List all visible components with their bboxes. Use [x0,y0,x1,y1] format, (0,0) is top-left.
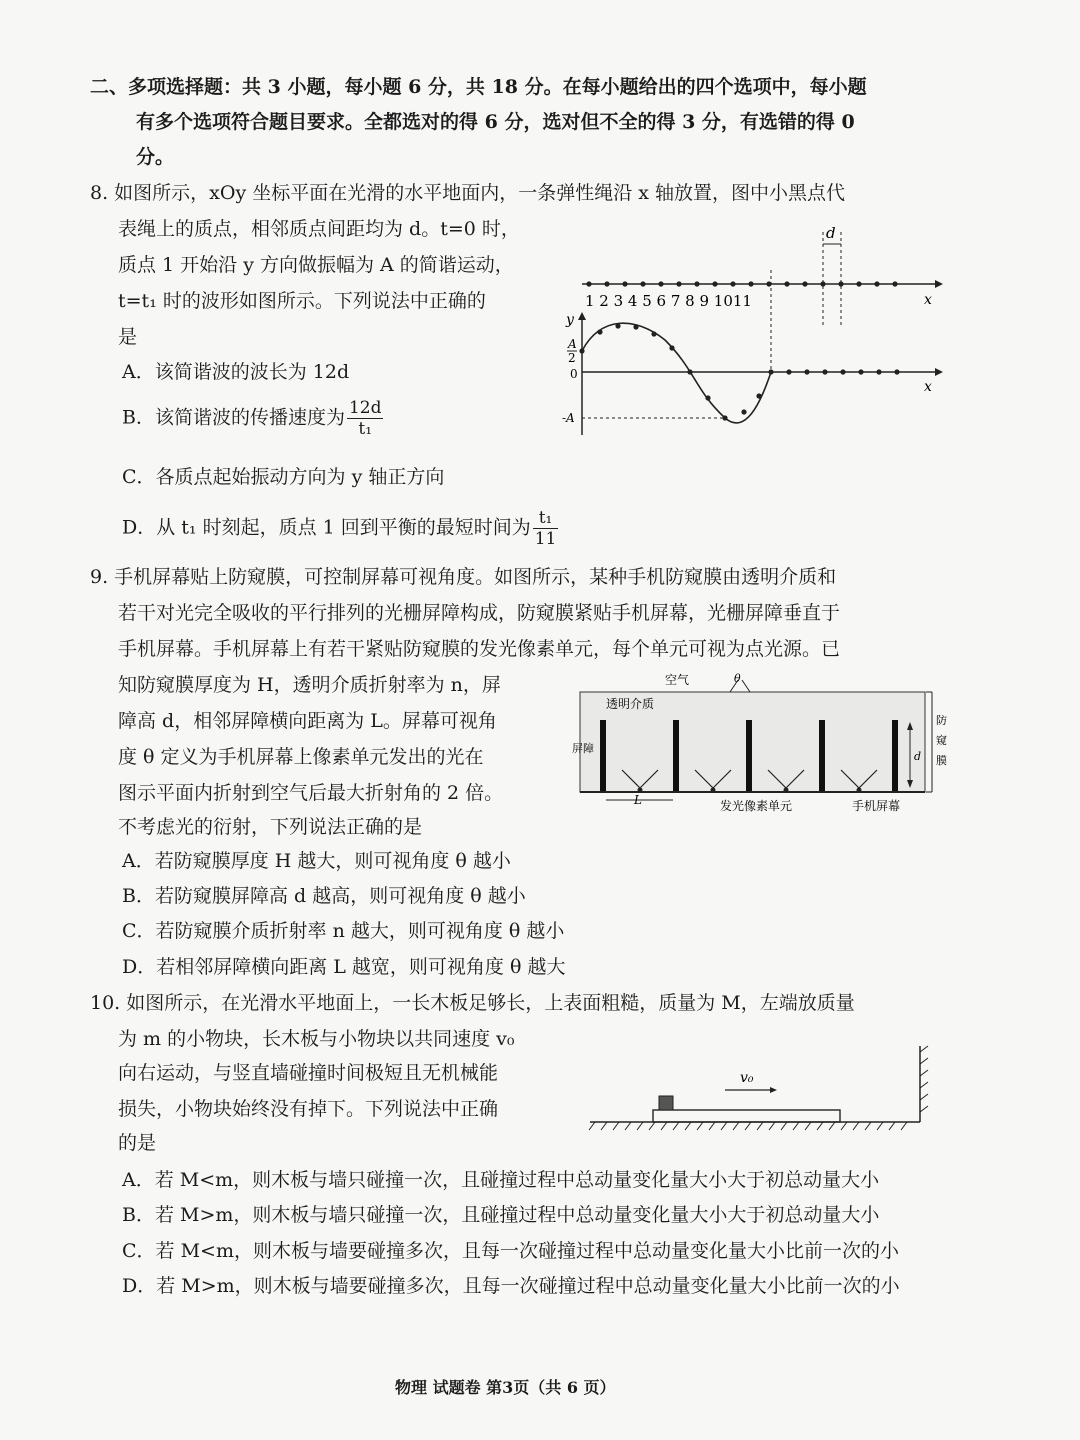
q10-ground-hatch [589,1122,907,1130]
q9-screen-label: 手机屏幕 [852,799,901,813]
q8-wave-figure [560,220,950,450]
q8-zero-label: 0 [570,367,578,381]
q10-stem-line3: 向右运动，与竖直墙碰撞时间极短且无机械能 [118,1062,499,1084]
q8-lower-x-label: x [924,379,932,395]
q8-option-b-text: B．该简谐波的传播速度为 [122,406,345,429]
fraction-denominator: t₁ [358,419,373,439]
q10-stem-line2: 为 m 的小物块，长木板与小物块以共同速度 v₀ [118,1028,515,1050]
q9-theta-label: θ [734,672,741,685]
q10-board-figure [585,1040,935,1135]
q8-option-d-fraction [533,508,559,549]
q9-stem-line2: 若干对光完全吸收的平行排列的光栅屏障构成，防窥膜紧贴手机屏幕，光栅屏障垂直于 [118,602,841,624]
q10-stem-line4: 损失，小物块始终没有掉下。下列说法中正确 [118,1098,499,1120]
q9-stem-line7: 图示平面内折射到空气后最大折射角的 2 倍。 [118,782,504,804]
section-heading-line3: 分。 [136,146,175,168]
q10-wall-hatch [920,1046,928,1112]
q9-stem-line4: 知防窥膜厚度为 H，透明介质折射率为 n，屏 [118,674,501,696]
q8-wave-curve [582,323,771,423]
q9-film-label-2: 窥 [936,734,947,747]
q8-y-label: y [566,312,574,328]
q9-stem-line8: 不考虑光的衍射，下列说法正确的是 [118,816,423,838]
q8-option-b [122,398,385,439]
q8-stem-line3: 质点 1 开始沿 y 方向做振幅为 A 的简谐运动， [118,254,514,276]
q9-film-label-1: 防 [936,714,947,727]
q10-option-a: A．若 M<m，则木板与墙只碰撞一次，且碰撞过程中总动量变化量大小大于初总动量大小 [122,1169,880,1191]
q8-stem-line2: 表绳上的质点，相邻质点间距均为 d。t=0 时， [118,218,520,240]
section-heading-line1: 二、多项选择题：共 3 小题，每小题 6 分，共 18 分。在每小题给出的四个选项中，每小题 [90,76,867,98]
q10-option-d: D．若 M>m，则木板与墙要碰撞多次，且每一次碰撞过程中总动量变化量大小比前一次的小 [122,1275,900,1297]
q8-a-half-num: A [568,337,577,351]
q8-option-a: A．该简谐波的波长为 12d [122,361,350,383]
q9-d-label: d [914,750,922,763]
q9-option-d: D．若相邻屏障横向距离 L 越宽，则可视角度 θ 越大 [122,956,566,978]
q8-stem-line4: t=t₁ 时的波形如图所示。下列说法中正确的 [118,290,486,312]
q10-option-c: C．若 M<m，则木板与墙要碰撞多次，且每一次碰撞过程中总动量变化量大小比前一次的小 [122,1240,899,1262]
fraction-numerator: t₁ [533,508,559,529]
q8-stem-line5: 是 [118,326,138,348]
q9-barrier-label: 屏障 [572,742,594,755]
q9-medium-label: 透明介质 [606,697,655,711]
fraction-numerator: 12d [348,398,382,418]
q9-stem-line6: 度 θ 定义为手机屏幕上像素单元发出的光在 [118,746,484,768]
q8-a-half-den: 2 [568,351,576,365]
q9-pixel-label: 发光像素单元 [720,799,793,813]
q8-upper-x-label: x [924,292,932,308]
q8-option-b-fraction [347,398,384,439]
fraction-denominator: 11 [534,529,557,549]
q8-neg-a-label: -A [562,411,575,425]
q8-option-d [122,508,560,549]
q10-small-block [659,1096,673,1110]
q9-stem-line5: 障高 d，相邻屏障横向距离为 L。屏幕可视角 [118,710,497,732]
q10-stem-line1: 10. 如图所示，在光滑水平地面上，一长木板足够长，上表面粗糙，质量为 M，左端放质量 [90,992,855,1014]
q8-option-c: C．各质点起始振动方向为 y 轴正方向 [122,466,445,488]
q9-stem-line3: 手机屏幕。手机屏幕上有若干紧贴防窥膜的发光像素单元，每个单元可视为点光源。已 [118,638,841,660]
q9-air-label: 空气 [665,673,690,687]
page-footer: 物理 试题卷 第3页（共 6 页） [395,1378,616,1397]
q9-stem-line1: 9. 手机屏幕贴上防窥膜，可控制屏幕可视角度。如图所示，某种手机防窥膜由透明介质和 [90,566,837,588]
q10-v0-label: v₀ [740,1070,754,1086]
q9-option-c: C．若防窥膜介质折射率 n 越大，则可视角度 θ 越小 [122,920,565,942]
q10-option-b: B．若 M>m，则木板与墙只碰撞一次，且碰撞过程中总动量变化量大小大于初总动量大小 [122,1204,880,1226]
q8-particle-numbers: 1 2 3 4 5 6 7 8 9 1011 [585,292,752,310]
q9-film-figure [570,668,955,816]
q9-film-label-3: 膜 [936,754,947,767]
q8-d-label: d [826,224,836,242]
section-heading-line2: 有多个选项符合题目要求。全都选对的得 6 分，选对但不全的得 3 分，有选错的得 0 [136,111,855,133]
q8-stem-line1: 8. 如图所示，xOy 坐标平面在光滑的水平地面内，一条弹性绳沿 x 轴放置，图中小黑点代 [90,182,846,204]
q10-stem-line5: 的是 [118,1132,157,1154]
q10-long-board [653,1110,840,1122]
q8-option-d-text: D．从 t₁ 时刻起，质点 1 回到平衡的最短时间为 [122,516,531,539]
q9-option-a: A．若防窥膜厚度 H 越大，则可视角度 θ 越小 [122,850,511,872]
q9-option-b: B．若防窥膜屏障高 d 越高，则可视角度 θ 越小 [122,885,526,907]
q9-L-label: L [634,793,642,807]
